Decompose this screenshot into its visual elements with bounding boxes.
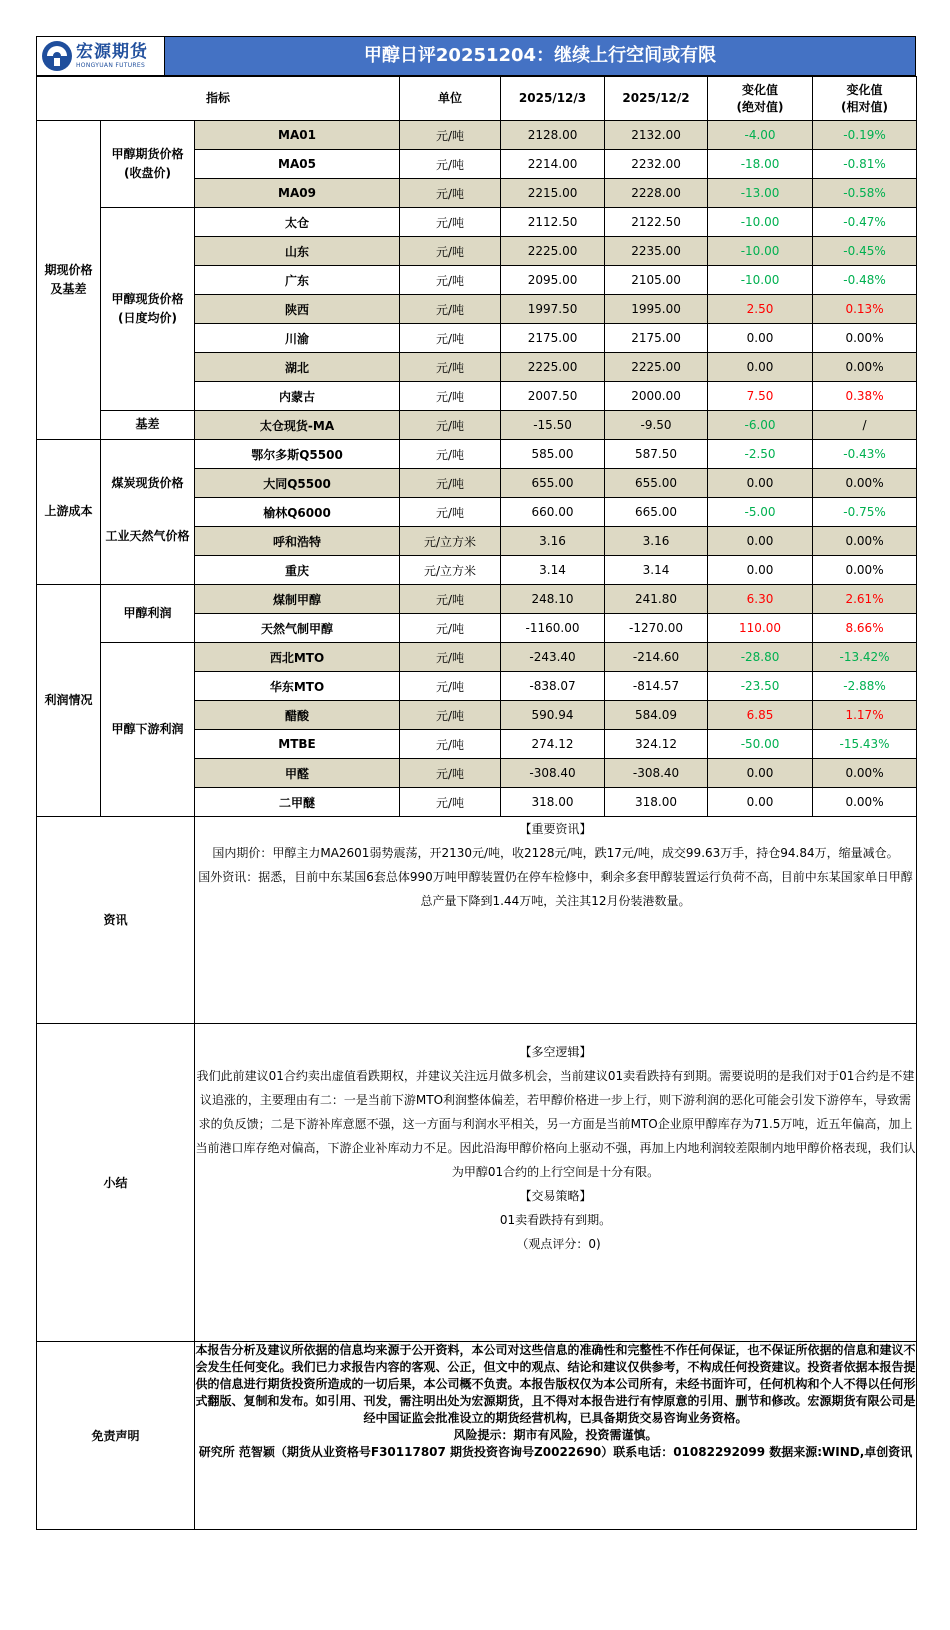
row-value-date-2: -1270.00	[605, 614, 708, 643]
row-name: 鄂尔多斯Q5500	[195, 440, 400, 469]
disclaimer-section	[37, 1341, 917, 1529]
row-abs-change: -18.00	[708, 150, 813, 179]
row-rel-change: 0.38%	[813, 382, 917, 411]
brand-name-cn: 宏源期货	[76, 41, 148, 62]
row-rel-change: -0.48%	[813, 266, 917, 295]
row-unit: 元/吨	[400, 121, 501, 150]
subgroup-coal-price: 煤炭现货价格	[101, 440, 195, 527]
table-header-row	[37, 77, 917, 121]
row-rel-change: -0.47%	[813, 208, 917, 237]
subgroup-futures-price: 甲醇期货价格 (收盘价)	[101, 121, 195, 208]
row-value-date-1: 2215.00	[501, 179, 605, 208]
row-value-date-2: -214.60	[605, 643, 708, 672]
row-rel-change: 2.61%	[813, 585, 917, 614]
row-value-date-2: 2105.00	[605, 266, 708, 295]
row-name: 川渝	[195, 324, 400, 353]
row-unit: 元/吨	[400, 266, 501, 295]
row-name: 呼和浩特	[195, 527, 400, 556]
indicator-table	[36, 76, 917, 817]
row-rel-change: -0.58%	[813, 179, 917, 208]
strategy-heading: 【交易策略】	[519, 1188, 592, 1203]
risk-warning: 风险提示：期市有风险，投资需谨慎。	[453, 1427, 658, 1442]
row-value-date-2: 665.00	[605, 498, 708, 527]
subgroup-methanol-profit: 甲醇利润	[101, 585, 195, 643]
subgroup-basis: 基差	[101, 411, 195, 440]
row-abs-change: 110.00	[708, 614, 813, 643]
category-profit: 利润情况	[37, 585, 101, 817]
row-rel-change: 8.66%	[813, 614, 917, 643]
row-value-date-1: 2112.50	[501, 208, 605, 237]
row-value-date-2: -814.57	[605, 672, 708, 701]
row-unit: 元/立方米	[400, 556, 501, 585]
row-abs-change: -5.00	[708, 498, 813, 527]
row-value-date-1: -838.07	[501, 672, 605, 701]
row-abs-change: -28.80	[708, 643, 813, 672]
row-value-date-2: 1995.00	[605, 295, 708, 324]
row-rel-change: 0.00%	[813, 788, 917, 817]
summary-label: 小结	[37, 1023, 195, 1341]
title-bar	[36, 36, 916, 76]
row-name: MA01	[195, 121, 400, 150]
row-value-date-2: 324.12	[605, 730, 708, 759]
row-rel-change: 0.13%	[813, 295, 917, 324]
row-name: 甲醛	[195, 759, 400, 788]
author-info: 研究所 范智颖（期货从业资格号F30117807 期货投资咨询号Z0022690）联系电话：01082292099 数据来源:WIND,卓创资讯	[198, 1444, 913, 1459]
row-unit: 元/吨	[400, 353, 501, 382]
row-name: MA09	[195, 179, 400, 208]
header-date-1: 2025/12/3	[501, 77, 605, 121]
row-value-date-2: -9.50	[605, 411, 708, 440]
report-title: 甲醇日评20251204：继续上行空间或有限	[363, 45, 717, 66]
category-spot-basis: 期现价格 及基差	[37, 121, 101, 440]
row-rel-change: 0.00%	[813, 759, 917, 788]
header-indicator: 指标	[37, 77, 400, 121]
row-abs-change: -2.50	[708, 440, 813, 469]
disclaimer-label: 免责声明	[37, 1341, 195, 1529]
row-name: 太仓现货-MA	[195, 411, 400, 440]
disclaimer-content	[195, 1341, 917, 1529]
header-unit: 单位	[400, 77, 501, 121]
row-unit: 元/吨	[400, 382, 501, 411]
row-value-date-2: 3.14	[605, 556, 708, 585]
row-name: 湖北	[195, 353, 400, 382]
row-rel-change: 0.00%	[813, 353, 917, 382]
row-value-date-2: 2132.00	[605, 121, 708, 150]
row-rel-change: -0.45%	[813, 237, 917, 266]
row-value-date-2: 2235.00	[605, 237, 708, 266]
row-value-date-1: 1997.50	[501, 295, 605, 324]
row-name: 榆林Q6000	[195, 498, 400, 527]
category-upstream-cost: 上游成本	[37, 440, 101, 585]
row-unit: 元/吨	[400, 324, 501, 353]
row-value-date-1: 590.94	[501, 701, 605, 730]
row-name: 天然气制甲醇	[195, 614, 400, 643]
brand-name-en: HONGYUAN FUTURES	[76, 61, 146, 69]
table-row	[37, 411, 917, 440]
row-abs-change: 0.00	[708, 527, 813, 556]
row-unit: 元/吨	[400, 585, 501, 614]
news-overseas: 国外资讯：据悉，目前中东某国6套总体990万吨甲醇装置仍在停车检修中，剩余多套甲醇装置运行负荷不高，目前中东某国家单日甲醇总产量下降到1.44万吨，关注其12月份装港数量。	[198, 870, 913, 908]
row-unit: 元/吨	[400, 295, 501, 324]
row-value-date-1: 2095.00	[501, 266, 605, 295]
row-name: 陕西	[195, 295, 400, 324]
table-row	[37, 643, 917, 672]
row-abs-change: -4.00	[708, 121, 813, 150]
row-abs-change: -23.50	[708, 672, 813, 701]
logic-heading: 【多空逻辑】	[519, 1044, 592, 1059]
row-value-date-2: 655.00	[605, 469, 708, 498]
row-value-date-1: 585.00	[501, 440, 605, 469]
row-value-date-1: 2225.00	[501, 353, 605, 382]
row-value-date-1: 2175.00	[501, 324, 605, 353]
text-sections	[36, 817, 917, 1530]
news-heading: 【重要资讯】	[519, 822, 592, 836]
row-value-date-1: 3.14	[501, 556, 605, 585]
row-abs-change: -10.00	[708, 266, 813, 295]
table-row	[37, 208, 917, 237]
row-name: 太仓	[195, 208, 400, 237]
table-row	[37, 527, 917, 556]
row-value-date-1: -15.50	[501, 411, 605, 440]
row-value-date-1: -1160.00	[501, 614, 605, 643]
row-abs-change: 0.00	[708, 324, 813, 353]
summary-section	[37, 1023, 917, 1341]
row-value-date-1: 274.12	[501, 730, 605, 759]
methanol-daily-report	[36, 36, 916, 1530]
table-row	[37, 585, 917, 614]
row-abs-change: -6.00	[708, 411, 813, 440]
row-abs-change: -10.00	[708, 237, 813, 266]
row-abs-change: 2.50	[708, 295, 813, 324]
table-row	[37, 440, 917, 469]
row-name: 西北MTO	[195, 643, 400, 672]
row-unit: 元/吨	[400, 179, 501, 208]
row-value-date-1: 655.00	[501, 469, 605, 498]
row-value-date-1: 2007.50	[501, 382, 605, 411]
row-name: 二甲醚	[195, 788, 400, 817]
subgroup-spot-price: 甲醇现货价格 (日度均价)	[101, 208, 195, 411]
row-rel-change: 0.00%	[813, 527, 917, 556]
row-value-date-1: 318.00	[501, 788, 605, 817]
summary-content	[195, 1023, 917, 1341]
row-value-date-2: 2228.00	[605, 179, 708, 208]
row-rel-change: 0.00%	[813, 324, 917, 353]
row-value-date-2: 2225.00	[605, 353, 708, 382]
header-date-2: 2025/12/2	[605, 77, 708, 121]
row-unit: 元/吨	[400, 730, 501, 759]
row-rel-change: -0.75%	[813, 498, 917, 527]
row-rel-change: 0.00%	[813, 469, 917, 498]
row-value-date-1: 2225.00	[501, 237, 605, 266]
row-value-date-2: 2232.00	[605, 150, 708, 179]
row-value-date-2: 2175.00	[605, 324, 708, 353]
header-abs-change: 变化值 (绝对值)	[708, 77, 813, 121]
row-value-date-2: 587.50	[605, 440, 708, 469]
row-rel-change: /	[813, 411, 917, 440]
row-rel-change: 1.17%	[813, 701, 917, 730]
row-name: 重庆	[195, 556, 400, 585]
strategy-text: 01卖看跌持有到期。	[499, 1212, 612, 1227]
row-name: 醋酸	[195, 701, 400, 730]
row-value-date-2: 2000.00	[605, 382, 708, 411]
row-rel-change: 0.00%	[813, 556, 917, 585]
row-value-date-2: 2122.50	[605, 208, 708, 237]
row-unit: 元/吨	[400, 643, 501, 672]
row-value-date-1: 2128.00	[501, 121, 605, 150]
row-value-date-2: 3.16	[605, 527, 708, 556]
row-value-date-2: 584.09	[605, 701, 708, 730]
row-value-date-1: -243.40	[501, 643, 605, 672]
row-rel-change: -0.43%	[813, 440, 917, 469]
row-name: 煤制甲醇	[195, 585, 400, 614]
subgroup-downstream-profit: 甲醇下游利润	[101, 643, 195, 817]
row-name: 内蒙古	[195, 382, 400, 411]
logic-text: 我们此前建议01合约卖出虚值看跌期权，并建议关注远月做多机会，当前建议01卖看跌持有到期。需要说明的是我们对于01合约是不建议追涨的，主要理由有二：一是当前下游MTO利润整体偏差，若甲醇价格进一步上行，则下游利润的恶化可能会引发下游停车，导致需求的负反馈；二是下游补库意愿不强，这一方面与利润水平相关，另一方面是当前MTO企业原甲醇库存为71.5万吨，近五年偏高，加上当前港口库存绝对偏高，下游企业补库动力不足。因此沿海甲醇价格向上驱动不强，再加上内地利润较差限制内地甲醇价格表现，我们认为甲醇01合约的上行空间是十分有限。	[195, 1068, 916, 1179]
row-rel-change: -0.19%	[813, 121, 917, 150]
row-unit: 元/立方米	[400, 527, 501, 556]
view-score: （观点评分：0)	[516, 1236, 601, 1251]
disclaimer-text: 本报告分析及建议所依据的信息均来源于公开资料，本公司对这些信息的准确性和完整性不作任何保证，也不保证所依据的信息和建议不会发生任何变化。我们已力求报告内容的客观、公正，但文中的观点、结论和建议仅供参考，不构成任何投资建议。投资者依据本报告提供的信息进行期货投资所造成的一切后果，本公司概不负责。本报告版权仅为本公司所有，未经书面许可，任何机构和个人不得以任何形式翻版、复制和发布。如引用、刊发，需注明出处为宏源期货，且不得对本报告进行有悖原意的引用、删节和修改。宏源期货有限公司是经中国证监会批准设立的期货经营机构，已具备期货交易咨询业务资格。	[195, 1342, 916, 1425]
row-unit: 元/吨	[400, 614, 501, 643]
row-unit: 元/吨	[400, 150, 501, 179]
subgroup-gas-price: 工业天然气价格	[101, 527, 195, 585]
row-value-date-1: 248.10	[501, 585, 605, 614]
row-value-date-1: 2214.00	[501, 150, 605, 179]
row-abs-change: 6.85	[708, 701, 813, 730]
row-value-date-2: 241.80	[605, 585, 708, 614]
row-abs-change: 0.00	[708, 759, 813, 788]
news-label: 资讯	[37, 817, 195, 1023]
row-unit: 元/吨	[400, 237, 501, 266]
row-unit: 元/吨	[400, 411, 501, 440]
row-unit: 元/吨	[400, 469, 501, 498]
row-abs-change: 0.00	[708, 788, 813, 817]
row-name: MTBE	[195, 730, 400, 759]
row-name: 大同Q5500	[195, 469, 400, 498]
news-domestic: 国内期价：甲醇主力MA2601弱势震荡，开2130元/吨，收2128元/吨，跌17元/吨，成交99.63万手，持仓94.84万，缩量减仓。	[212, 846, 899, 860]
row-rel-change: -2.88%	[813, 672, 917, 701]
row-rel-change: -15.43%	[813, 730, 917, 759]
row-name: 华东MTO	[195, 672, 400, 701]
row-abs-change: 0.00	[708, 353, 813, 382]
row-rel-change: -13.42%	[813, 643, 917, 672]
row-unit: 元/吨	[400, 759, 501, 788]
table-row	[37, 121, 917, 150]
news-section	[37, 817, 917, 1023]
news-content	[195, 817, 917, 1023]
row-unit: 元/吨	[400, 672, 501, 701]
row-abs-change: -13.00	[708, 179, 813, 208]
row-unit: 元/吨	[400, 788, 501, 817]
row-unit: 元/吨	[400, 701, 501, 730]
row-rel-change: -0.81%	[813, 150, 917, 179]
row-value-date-2: -308.40	[605, 759, 708, 788]
row-unit: 元/吨	[400, 498, 501, 527]
row-value-date-1: 660.00	[501, 498, 605, 527]
row-name: 山东	[195, 237, 400, 266]
row-abs-change: 6.30	[708, 585, 813, 614]
row-value-date-1: -308.40	[501, 759, 605, 788]
row-abs-change: 0.00	[708, 469, 813, 498]
row-abs-change: 7.50	[708, 382, 813, 411]
header-rel-change: 变化值 (相对值)	[813, 77, 917, 121]
hongyuan-logo-icon	[41, 40, 73, 72]
row-abs-change: -50.00	[708, 730, 813, 759]
row-unit: 元/吨	[400, 208, 501, 237]
brand-logo	[37, 37, 165, 75]
row-value-date-1: 3.16	[501, 527, 605, 556]
row-abs-change: -10.00	[708, 208, 813, 237]
row-unit: 元/吨	[400, 440, 501, 469]
row-name: 广东	[195, 266, 400, 295]
row-value-date-2: 318.00	[605, 788, 708, 817]
row-abs-change: 0.00	[708, 556, 813, 585]
row-name: MA05	[195, 150, 400, 179]
